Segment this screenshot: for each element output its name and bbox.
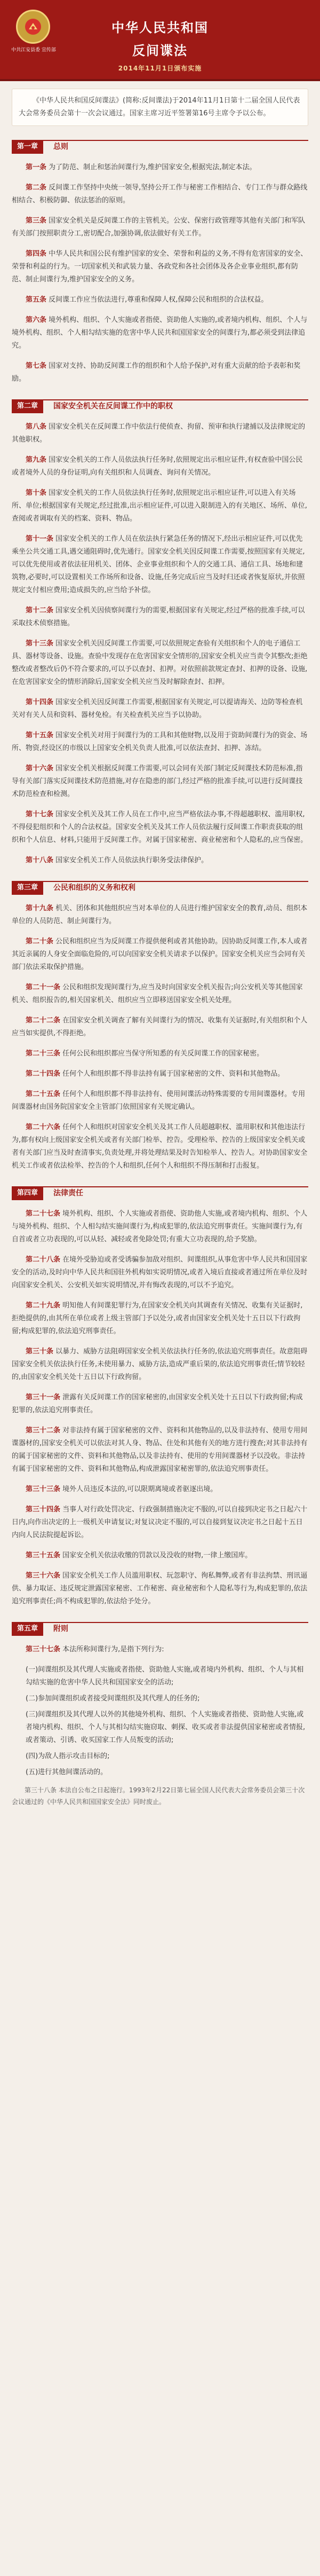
article-text: 国家安全机关因反间谍工作需要,根据国家有关规定,可以提请海关、边防等检查机关对有关人员和资料、器材免检。有关检查机关应当予以协助。: [12, 698, 303, 719]
article-number: 第十三条: [26, 640, 54, 648]
article-number: 第十八条: [26, 856, 54, 864]
article-paragraph: [12, 1299, 308, 1338]
article-paragraph: [12, 1643, 308, 1656]
article-number: 第三条: [26, 217, 47, 225]
article-text: 境外机构、组织、个人实施或者指使、资助他人实施的,或者境内机构、组织、个人与境外机构、组织、个人相勾结实施的危害中华人民共和国国家安全的间谍行为,都必须受到法律追究。: [12, 316, 308, 350]
article-paragraph: [12, 981, 308, 1007]
article-paragraph: [12, 533, 308, 597]
article-number: 第三十三条: [26, 1485, 61, 1493]
article-text: 反间谍工作坚持中央统一领导,坚持公开工作与秘密工作相结合、专门工作与群众路线相结合、积极防御、依法惩治的原则。: [12, 184, 308, 204]
article-text: 国家安全机关因反间谍工作需要,可以依照规定查验有关组织和个人的电子通信工具、器材等设备、设施。查验中发现存在危害国家安全情形的,国家安全机关应当责令其整改;拒绝整改或者整改后仍不符合要求的,可以予以查封、扣押。对依照前款规定查封、扣押的设备、设施,在危害国家安全的情形消除后,国家安全机关应当及时解除查封、扣押。: [12, 640, 308, 686]
article-text: 境外机构、组织、个人实施或者指使、资助他人实施,或者境内机构、组织、个人与境外机构、组织、个人相勾结实施间谍行为,构成犯罪的,依法追究刑事责任。实施间谍行为,有自首或者立功表现的,可以从轻、减轻或者免除处罚;有重大立功表现的,给予奖励。: [12, 1210, 308, 1243]
article-subitem: (三)间谍组织及其代理人以外的其他境外机构、组织、个人实施或者指使、资助他人实施,或者境内机构、组织、个人与其相勾结实施窃取、刺探、收买或者非法提供国家秘密或者情报,或者策动、引诱、收买国家工作人员叛变的活动;: [26, 1711, 306, 1744]
article-subitem: (一)间谍组织及其代理人实施或者指使、资助他人实施,或者境内外机构、组织、个人与其相勾结实施的危害中华人民共和国国家安全的活动;: [26, 1666, 304, 1687]
article-text: 中华人民共和国公民有维护国家的安全、荣誉和利益的义务,不得有危害国家的安全、荣誉和利益的行为。一切国家机关和武装力量、各政党和各社会团体及各企业事业组织,都有防范、制止间谍行为,维护国家安全的义务。: [12, 250, 308, 283]
article-paragraph: [12, 762, 308, 801]
article-paragraph: [12, 604, 308, 630]
article-number: 第十条: [26, 489, 47, 497]
chapter-section: [12, 399, 308, 867]
chapter-section: [12, 881, 308, 1172]
article-text: 国家对支持、协助反间谍工作的组织和个人给予保护,对有重大贡献的给予表彰和奖励。: [12, 362, 301, 383]
article-subitem: (五)进行其他间谍活动的。: [26, 1768, 108, 1776]
article-number: 第十七条: [26, 810, 54, 818]
article-text: 国家安全机关是反间谍工作的主管机关。公安、保密行政管理等其他有关部门和军队有关部门按照职责分工,密切配合,加强协调,依法做好有关工作。: [12, 217, 306, 238]
article-paragraph: [12, 215, 308, 240]
article-paragraph: [12, 1345, 308, 1384]
chapter-section: [12, 140, 308, 385]
article-text: 国家安全机关因侦察间谍行为的需要,根据国家有关规定,经过严格的批准手续,可以采取技术侦察措施。: [12, 606, 305, 627]
article-paragraph: [12, 696, 308, 722]
article-text: 本法所称间谍行为,是指下列行为:: [60, 1645, 164, 1653]
article-paragraph: [12, 1549, 308, 1562]
article-text: 公民和组织发现间谍行为,应当及时向国家安全机关报告;向公安机关等其他国家机关、组织报告的,相关国家机关、组织应当立即移送国家安全机关处理。: [12, 983, 303, 1004]
article-text: 反间谍工作应当依法进行,尊重和保障人权,保障公民和组织的合法权益。: [46, 296, 268, 304]
chapter-title: 总则: [53, 143, 68, 151]
article-number: 第八条: [26, 423, 47, 431]
article-number: 第二十二条: [26, 1017, 61, 1025]
chapter-title: 法律责任: [53, 1189, 83, 1198]
article-paragraph: [12, 182, 308, 207]
article-text: 国家安全机关的工作人员依法执行任务时,依照规定出示相应证件,有权查验中国公民或者境外人员的身份证明,向有关组织和人员调查、询问有关情况。: [12, 456, 303, 477]
article-paragraph: [12, 248, 308, 286]
enact-date: 2014年11月1日颁布实施: [118, 65, 202, 72]
article-paragraph: [12, 1391, 308, 1417]
article-text: 在境外受胁迫或者受诱骗参加敌对组织、间谍组织,从事危害中华人民共和国国家安全的活动,及时向中华人民共和国驻外机构如实说明情况,或者入境后直接或者通过所在单位及时向国家安全机关、公安机关如实说明情况,并有悔改表现的,可以不予追究。: [12, 1256, 308, 1289]
article-paragraph: [12, 1068, 308, 1081]
org-name: 中共江安县委 宣传部: [11, 48, 56, 53]
article-text: 任何个人和组织都不得非法持有、使用间谍活动特殊需要的专用间谍器材。专用间谍器材由国务院国家安全主管部门依照国家有关规定确认。: [12, 1090, 306, 1111]
article-paragraph: [12, 454, 308, 479]
article-number: 第十五条: [26, 731, 54, 739]
article-number: 第三十条: [26, 1348, 54, 1356]
chapter-title: 国家安全机关在反间谍工作中的职权: [53, 402, 173, 411]
chapter-section: [12, 1186, 308, 1608]
article-number: 第三十四条: [26, 1506, 61, 1514]
article-text: 对非法持有属于国家秘密的文件、资料和其他物品的,以及非法持有、使用专用间谍器材的,国家安全机关可以依法对其人身、物品、住处和其他有关的地方进行搜查;对其非法持有的属于国家秘密的文件、资料和其他物品,以及非法持有、使用的专用间谍器材予以没收。非法持有属于国家秘密的文件、资料和其他物品,构成泄露国家秘密罪的,依法追究刑事责任。: [12, 1427, 308, 1473]
article-text: 国家安全机关及其工作人员在工作中,应当严格依法办事,不得超越职权、滥用职权,不得侵犯组织和个人的合法权益。国家安全机关及其工作人员依法履行反间谍工作职责获取的组织和个人信息、材料,只能用于反间谍工作。对属于国家秘密、商业秘密和个人隐私的,应当保密。: [12, 810, 308, 844]
chapter-body: [12, 1187, 308, 1608]
article-paragraph: [12, 902, 308, 928]
article-subitem: (二)参加间谍组织或者接受间谍组织及其代理人的任务的;: [26, 1695, 200, 1703]
article-paragraph: [12, 1503, 308, 1542]
chapter-tab: 第二章: [12, 399, 43, 413]
article-number: 第二十七条: [26, 1210, 61, 1218]
article-paragraph: [12, 161, 308, 174]
chapter-body: [12, 400, 308, 867]
chapter-tab: 第一章: [12, 140, 43, 154]
article-text: 国家安全机关的工作人员依法执行任务时,依照规定出示相应证件,可以进入有关场所、单位;根据国家有关规定,经过批准,出示相应证件,可以进入限制进入的有关地区、场所、单位,查阅或者调取有关的档案、资料、物品。: [12, 489, 307, 523]
article-paragraph: [12, 1121, 308, 1172]
chapter-title: 公民和组织的义务和权利: [53, 884, 135, 892]
article-text: 境外人员违反本法的,可以限期离境或者驱逐出境。: [60, 1485, 218, 1493]
article-number: 第二十五条: [26, 1090, 61, 1098]
article-number: 第十四条: [26, 698, 54, 706]
article-number: 第三十二条: [26, 1427, 61, 1435]
article-paragraph: [12, 1014, 308, 1040]
article-text: 国家安全机关工作人员滥用职权、玩忽职守、徇私舞弊,或者有非法拘禁、刑讯逼供、暴力取证、违反规定泄露国家秘密、工作秘密、商业秘密和个人隐私等行为,构成犯罪的,依法追究刑事责任;尚不构成犯罪的,依法给予处分。: [12, 1572, 308, 1605]
article-number: 第十六条: [26, 765, 54, 773]
article-paragraph: [12, 360, 308, 385]
article-text: 当事人对行政处罚决定、行政强制措施决定不服的,可以自接到决定书之日起六十日内,向作出决定的上一级机关申请复议;对复议决定不服的,可以自接到复议决定书之日起十五日内向人民法院提起诉讼。: [12, 1506, 308, 1539]
article-number: 第二十八条: [26, 1256, 61, 1264]
article-paragraph: [12, 637, 308, 689]
article-number: 第九条: [26, 456, 47, 464]
article-text: 国家安全机关在反间谍工作中依法行使侦查、拘留、预审和执行逮捕以及法律规定的其他职权。: [12, 423, 306, 444]
header: [0, 0, 320, 81]
article-number: 第二条: [26, 184, 47, 192]
article-text: 为了防范、制止和惩治间谍行为,维护国家安全,根据宪法,制定本法。: [46, 163, 257, 171]
article-number: 第三十六条: [26, 1572, 61, 1580]
article-text: 任何个人和组织对国家安全机关及其工作人员超越职权、滥用职权和其他违法行为,都有权向上级国家安全机关或者有关部门检举、控告。受理检举、控告的上级国家安全机关或者有关部门应当及时查清事实,负责处理,并将处理结果及时告知检举人、控告人。对协助国家安全机关工作或者依法检举、控告的个人和组织,任何个人和组织不得压制和打击报复。: [12, 1123, 308, 1170]
article-text: 国家安全机关对用于间谍行为的工具和其他财物,以及用于资助间谍行为的资金、场所、物资,经设区的市级以上国家安全机关负责人批准,可以依法查封、扣押、冻结。: [12, 731, 308, 752]
chapters-container: [12, 140, 308, 1808]
article-number: 第十一条: [26, 535, 54, 543]
article-number: 第二十四条: [26, 1070, 61, 1078]
article-number: 第三十七条: [26, 1645, 61, 1653]
article-number: 第二十三条: [26, 1050, 61, 1058]
article-paragraph: [12, 1424, 308, 1476]
article-paragraph: [12, 1570, 308, 1608]
chapter-tab: 第四章: [12, 1186, 43, 1200]
chapter-tab: 第五章: [12, 1622, 43, 1636]
closing-note: 第三十八条 本法自公布之日起施行。1993年2月22日第七届全国人民代表大会常务委员会第三十次会议通过的《中华人民共和国国家安全法》同时废止。: [12, 1786, 305, 1806]
article-number: 第二十六条: [26, 1123, 61, 1131]
article-text: 国家安全机关根据反间谍工作需要,可以会同有关部门制定反间谍技术防范标准,指导有关部门落实反间谍技术防范措施,对存在隐患的部门,经过严格的批准手续,可以进行反间谍技术防范检查和检测。: [12, 765, 303, 798]
chapter-body: [12, 882, 308, 1172]
article-number: 第二十条: [26, 938, 54, 946]
article-text: 任何个人和组织都不得非法持有属于国家秘密的文件、资料和其他物品。: [60, 1070, 285, 1078]
chapter-title: 附则: [53, 1625, 68, 1633]
article-number: 第三十五条: [26, 1551, 61, 1559]
article-number: 第一条: [26, 163, 47, 171]
article-number: 第四条: [26, 250, 47, 258]
article-paragraph: [12, 935, 308, 974]
chapter-tab: 第三章: [12, 881, 43, 895]
content: [0, 81, 320, 1808]
article-paragraph: [12, 1483, 308, 1496]
article-number: 第五条: [26, 296, 47, 304]
article-paragraph: [12, 854, 308, 867]
article-number: 第七条: [26, 362, 47, 370]
article-text: 以暴力、威胁方法阻碍国家安全机关依法执行任务的,依法追究刑事责任。故意阻碍国家安全机关依法执行任务,未使用暴力、威胁方法,造成严重后果的,依法追究刑事责任;情节较轻的,由国家安全机关处十五日以下行政拘留。: [12, 1348, 308, 1381]
article-text: 国家安全机关的工作人员在依法执行紧急任务的情况下,经出示相应证件,可以优先乘坐公共交通工具,遇交通阻碍时,优先通行。国家安全机关因反间谍工作需要,按照国家有关规定,可以优先使用或者依法征用机关、团体、企业事业组织和个人的交通工具、通信工具、场地和建筑物,必要时,可以设置相关工作场所和设备、设施,任务完成后应当及时归还或者恢复原状,并依照规定支付相应费用;造成损失的,应当给予补偿。: [12, 535, 305, 594]
article-paragraph: [12, 1047, 308, 1060]
article-number: 第三十一条: [26, 1393, 61, 1401]
article-number: 第二十一条: [26, 983, 61, 991]
article-subitem: (四)为敌人指示攻击目标的;: [26, 1752, 110, 1760]
article-paragraph: [12, 487, 308, 525]
page-subtitle: 反间谍法: [132, 43, 188, 58]
chapter-body: [12, 141, 308, 385]
article-paragraph: [12, 1208, 308, 1246]
article-text: 国家安全机关工作人员依法执行职务受法律保护。: [53, 856, 209, 864]
chapter-section: [12, 1622, 308, 1808]
article-number: 第六条: [26, 316, 47, 324]
article-text: 泄露有关反间谍工作的国家秘密的,由国家安全机关处十五日以下行政拘留;构成犯罪的,依法追究刑事责任。: [12, 1393, 303, 1414]
article-paragraph: [12, 294, 308, 306]
article-text: 公民和组织应当为反间谍工作提供便利或者其他协助。因协助反间谍工作,本人或者其近亲属的人身安全面临危险的,可以向国家安全机关请求予以保护。国家安全机关应当会同有关部门依法采取保护措施。: [12, 938, 308, 971]
intro-paragraph: 《中华人民共和国反间谍法》(简称:反间谍法)于2014年11月1日第十二届全国人民代表大会常务委员会第十一次会议通过。国家主席习近平签署第16号主席令予以公布。: [12, 89, 308, 126]
article-paragraph: [12, 314, 308, 352]
article-text: 机关、团体和其他组织应当对本单位的人员进行维护国家安全的教育,动员、组织本单位的人员防范、制止间谍行为。: [12, 904, 308, 925]
article-paragraph: [12, 729, 308, 755]
article-paragraph: [12, 1254, 308, 1292]
page-title: 中华人民共和国: [111, 20, 209, 35]
article-text: 任何公民和组织都应当保守所知悉的有关反间谍工作的国家秘密。: [60, 1050, 264, 1058]
article-text: 明知他人有间谍犯罪行为,在国家安全机关向其调查有关情况、收集有关证据时,拒绝提供的,由其所在单位或者上级主管部门予以处分,或者由国家安全机关处十五日以下行政拘留;构成犯罪的,依法追究刑事责任。: [12, 1302, 303, 1335]
article-paragraph: [12, 808, 308, 847]
chapter-body: [12, 1623, 308, 1808]
article-text: 在国家安全机关调查了解有关间谍行为的情况、收集有关证据时,有关组织和个人应当如实提供,不得拒绝。: [12, 1017, 308, 1037]
article-paragraph: [12, 421, 308, 446]
article-number: 第十九条: [26, 904, 54, 912]
title-block: [0, 17, 320, 59]
article-paragraph: [12, 1088, 308, 1114]
article-number: 第二十九条: [26, 1302, 61, 1310]
article-number: 第十二条: [26, 606, 54, 615]
article-text: 国家安全机关依法收缴的罚款以及没收的财物,一律上缴国库。: [60, 1551, 252, 1559]
